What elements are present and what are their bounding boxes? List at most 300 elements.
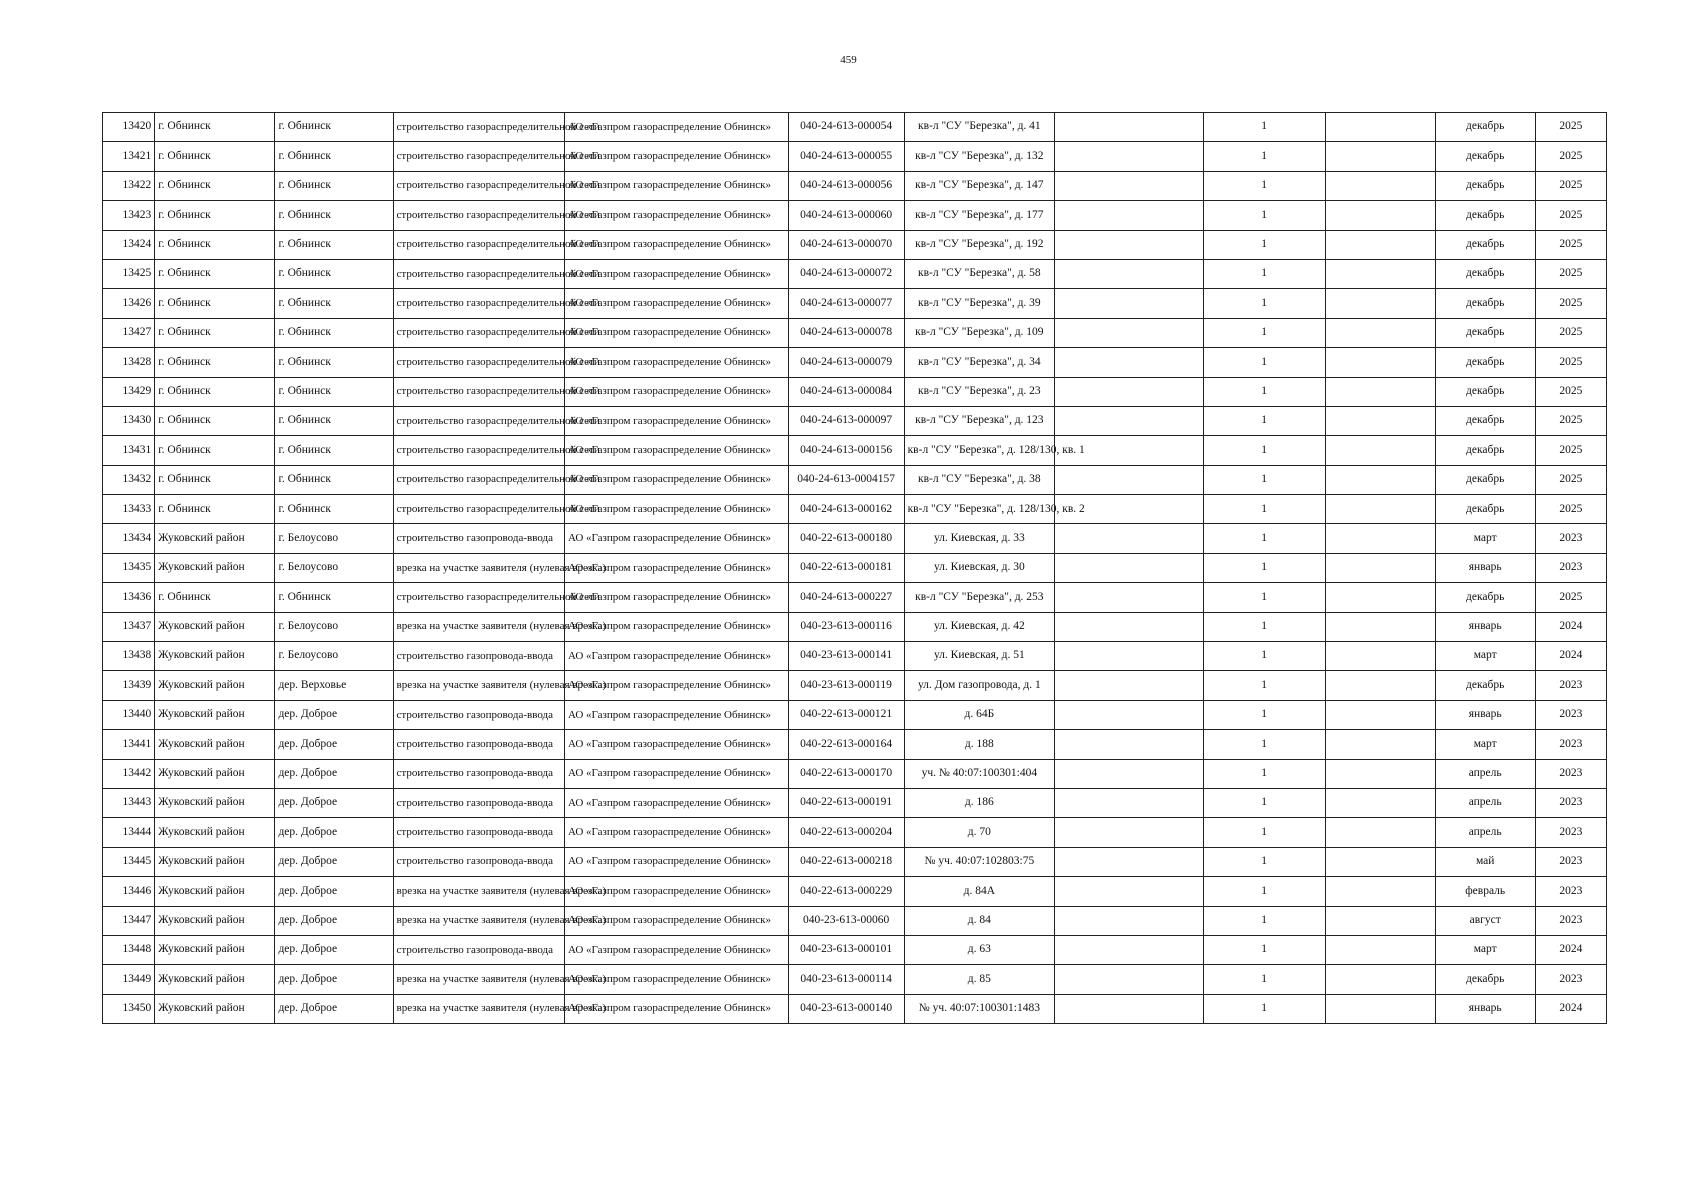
register-body [103, 113, 1607, 1024]
locality-cell: г. Обнинск [275, 348, 393, 377]
address-cell: ул. Киевская, д. 51 [904, 642, 1055, 671]
month-cell: декабрь [1435, 965, 1535, 994]
month-cell: январь [1435, 553, 1535, 582]
row-number: 13434 [103, 524, 155, 553]
empty-cell [1055, 406, 1203, 435]
empty-cell [1055, 583, 1203, 612]
empty-cell [1325, 142, 1435, 171]
row-number: 13437 [103, 612, 155, 641]
count-cell: 1 [1203, 171, 1325, 200]
organization-cell: АО «Газпром газораспределение Обнинск» [564, 759, 788, 788]
organization-cell: АО «Газпром газораспределение Обнинск» [564, 935, 788, 964]
month-cell: декабрь [1435, 583, 1535, 612]
district-cell: г. Обнинск [155, 259, 275, 288]
district-cell: г. Обнинск [155, 348, 275, 377]
empty-cell [1325, 730, 1435, 759]
year-cell: 2025 [1535, 465, 1606, 494]
district-cell: г. Обнинск [155, 289, 275, 318]
district-cell: г. Обнинск [155, 318, 275, 347]
row-number: 13440 [103, 700, 155, 729]
application-code-cell: 040-24-613-000060 [788, 201, 904, 230]
empty-cell [1055, 259, 1203, 288]
empty-cell [1325, 612, 1435, 641]
district-cell: Жуковский район [155, 877, 275, 906]
row-number: 13443 [103, 788, 155, 817]
count-cell: 1 [1203, 965, 1325, 994]
empty-cell [1325, 671, 1435, 700]
work-type-cell: строительство газораспределительной сети [393, 465, 564, 494]
count-cell: 1 [1203, 759, 1325, 788]
empty-cell [1325, 994, 1435, 1023]
locality-cell: г. Белоусово [275, 524, 393, 553]
empty-cell [1055, 818, 1203, 847]
address-cell: уч. № 40:07:100301:404 [904, 759, 1055, 788]
row-number: 13436 [103, 583, 155, 612]
locality-cell: дер. Доброе [275, 935, 393, 964]
month-cell: январь [1435, 700, 1535, 729]
row-number: 13431 [103, 436, 155, 465]
address-cell: № уч. 40:07:100301:1483 [904, 994, 1055, 1023]
address-cell: кв-л "СУ "Березка", д. 38 [904, 465, 1055, 494]
row-number: 13433 [103, 495, 155, 524]
locality-cell: г. Обнинск [275, 583, 393, 612]
work-type-cell: врезка на участке заявителя (нулевая врезка) [393, 553, 564, 582]
empty-cell [1055, 965, 1203, 994]
address-cell: д. 188 [904, 730, 1055, 759]
count-cell: 1 [1203, 730, 1325, 759]
district-cell: Жуковский район [155, 965, 275, 994]
address-cell: ул. Дом газопровода, д. 1 [904, 671, 1055, 700]
count-cell: 1 [1203, 524, 1325, 553]
empty-cell [1055, 935, 1203, 964]
locality-cell: дер. Доброе [275, 994, 393, 1023]
empty-cell [1325, 642, 1435, 671]
month-cell: март [1435, 642, 1535, 671]
locality-cell: г. Белоусово [275, 642, 393, 671]
application-code-cell: 040-24-613-0004157 [788, 465, 904, 494]
application-code-cell: 040-24-613-000084 [788, 377, 904, 406]
district-cell: г. Обнинск [155, 465, 275, 494]
table-row [103, 847, 1607, 876]
address-cell: ул. Киевская, д. 42 [904, 612, 1055, 641]
month-cell: декабрь [1435, 377, 1535, 406]
address-cell: кв-л "СУ "Березка", д. 177 [904, 201, 1055, 230]
empty-cell [1325, 965, 1435, 994]
table-row [103, 230, 1607, 259]
locality-cell: г. Белоусово [275, 553, 393, 582]
count-cell: 1 [1203, 877, 1325, 906]
address-cell: д. 85 [904, 965, 1055, 994]
month-cell: декабрь [1435, 142, 1535, 171]
empty-cell [1325, 465, 1435, 494]
work-type-cell: врезка на участке заявителя (нулевая врезка) [393, 906, 564, 935]
count-cell: 1 [1203, 495, 1325, 524]
empty-cell [1325, 877, 1435, 906]
row-number: 13441 [103, 730, 155, 759]
year-cell: 2023 [1535, 906, 1606, 935]
year-cell: 2023 [1535, 877, 1606, 906]
empty-cell [1325, 436, 1435, 465]
organization-cell: АО «Газпром газораспределение Обнинск» [564, 583, 788, 612]
work-type-cell: строительство газораспределительной сети [393, 259, 564, 288]
work-type-cell: строительство газопровода-ввода [393, 788, 564, 817]
row-number: 13420 [103, 113, 155, 142]
year-cell: 2025 [1535, 495, 1606, 524]
application-code-cell: 040-22-613-000180 [788, 524, 904, 553]
locality-cell: г. Обнинск [275, 201, 393, 230]
count-cell: 1 [1203, 142, 1325, 171]
district-cell: Жуковский район [155, 759, 275, 788]
work-type-cell: строительство газораспределительной сети [393, 289, 564, 318]
year-cell: 2023 [1535, 818, 1606, 847]
work-type-cell: строительство газопровода-ввода [393, 524, 564, 553]
year-cell: 2024 [1535, 994, 1606, 1023]
work-type-cell: строительство газораспределительной сети [393, 113, 564, 142]
empty-cell [1325, 201, 1435, 230]
row-number: 13445 [103, 847, 155, 876]
work-type-cell: врезка на участке заявителя (нулевая врезка) [393, 994, 564, 1023]
locality-cell: дер. Доброе [275, 759, 393, 788]
empty-cell [1055, 113, 1203, 142]
empty-cell [1325, 406, 1435, 435]
year-cell: 2023 [1535, 730, 1606, 759]
count-cell: 1 [1203, 289, 1325, 318]
address-cell: кв-л "СУ "Березка", д. 58 [904, 259, 1055, 288]
work-type-cell: врезка на участке заявителя (нулевая врезка) [393, 612, 564, 641]
organization-cell: АО «Газпром газораспределение Обнинск» [564, 289, 788, 318]
work-type-cell: врезка на участке заявителя (нулевая врезка) [393, 877, 564, 906]
row-number: 13448 [103, 935, 155, 964]
locality-cell: г. Обнинск [275, 289, 393, 318]
organization-cell: АО «Газпром газораспределение Обнинск» [564, 906, 788, 935]
application-code-cell: 040-24-613-000162 [788, 495, 904, 524]
count-cell: 1 [1203, 994, 1325, 1023]
table-row [103, 994, 1607, 1023]
month-cell: декабрь [1435, 465, 1535, 494]
row-number: 13426 [103, 289, 155, 318]
address-cell: № уч. 40:07:102803:75 [904, 847, 1055, 876]
empty-cell [1325, 171, 1435, 200]
organization-cell: АО «Газпром газораспределение Обнинск» [564, 818, 788, 847]
row-number: 13446 [103, 877, 155, 906]
empty-cell [1325, 818, 1435, 847]
row-number: 13425 [103, 259, 155, 288]
row-number: 13423 [103, 201, 155, 230]
organization-cell: АО «Газпром газораспределение Обнинск» [564, 700, 788, 729]
empty-cell [1325, 906, 1435, 935]
count-cell: 1 [1203, 201, 1325, 230]
month-cell: декабрь [1435, 230, 1535, 259]
district-cell: г. Обнинск [155, 171, 275, 200]
address-cell: ул. Киевская, д. 33 [904, 524, 1055, 553]
application-code-cell: 040-22-613-000181 [788, 553, 904, 582]
application-code-cell: 040-24-613-000156 [788, 436, 904, 465]
address-cell: кв-л "СУ "Березка", д. 128/130, кв. 1 [904, 436, 1055, 465]
address-cell: д. 63 [904, 935, 1055, 964]
application-code-cell: 040-23-613-000140 [788, 994, 904, 1023]
empty-cell [1055, 289, 1203, 318]
count-cell: 1 [1203, 406, 1325, 435]
application-code-cell: 040-22-613-000170 [788, 759, 904, 788]
empty-cell [1325, 348, 1435, 377]
row-number: 13424 [103, 230, 155, 259]
count-cell: 1 [1203, 230, 1325, 259]
locality-cell: дер. Доброе [275, 906, 393, 935]
organization-cell: АО «Газпром газораспределение Обнинск» [564, 436, 788, 465]
work-type-cell: строительство газопровода-ввода [393, 847, 564, 876]
month-cell: март [1435, 935, 1535, 964]
year-cell: 2023 [1535, 553, 1606, 582]
month-cell: декабрь [1435, 201, 1535, 230]
month-cell: апрель [1435, 788, 1535, 817]
application-code-cell: 040-23-613-000101 [788, 935, 904, 964]
application-code-cell: 040-24-613-000227 [788, 583, 904, 612]
application-code-cell: 040-24-613-000097 [788, 406, 904, 435]
empty-cell [1055, 318, 1203, 347]
year-cell: 2023 [1535, 700, 1606, 729]
locality-cell: г. Обнинск [275, 259, 393, 288]
district-cell: г. Обнинск [155, 406, 275, 435]
table-row [103, 348, 1607, 377]
year-cell: 2025 [1535, 259, 1606, 288]
count-cell: 1 [1203, 113, 1325, 142]
month-cell: декабрь [1435, 495, 1535, 524]
district-cell: Жуковский район [155, 700, 275, 729]
empty-cell [1055, 847, 1203, 876]
district-cell: г. Обнинск [155, 436, 275, 465]
locality-cell: дер. Доброе [275, 847, 393, 876]
organization-cell: АО «Газпром газораспределение Обнинск» [564, 788, 788, 817]
empty-cell [1055, 877, 1203, 906]
empty-cell [1325, 788, 1435, 817]
empty-cell [1055, 142, 1203, 171]
empty-cell [1325, 259, 1435, 288]
organization-cell: АО «Газпром газораспределение Обнинск» [564, 524, 788, 553]
month-cell: декабрь [1435, 259, 1535, 288]
year-cell: 2024 [1535, 935, 1606, 964]
locality-cell: г. Обнинск [275, 465, 393, 494]
application-code-cell: 040-23-613-000114 [788, 965, 904, 994]
district-cell: г. Обнинск [155, 201, 275, 230]
table-row [103, 642, 1607, 671]
application-code-cell: 040-22-613-000191 [788, 788, 904, 817]
page-number: 459 [840, 54, 857, 66]
table-row [103, 759, 1607, 788]
year-cell: 2023 [1535, 788, 1606, 817]
organization-cell: АО «Газпром газораспределение Обнинск» [564, 406, 788, 435]
empty-cell [1325, 495, 1435, 524]
application-code-cell: 040-24-613-000070 [788, 230, 904, 259]
empty-cell [1325, 759, 1435, 788]
empty-cell [1325, 113, 1435, 142]
count-cell: 1 [1203, 465, 1325, 494]
month-cell: март [1435, 730, 1535, 759]
district-cell: Жуковский район [155, 788, 275, 817]
month-cell: декабрь [1435, 289, 1535, 318]
organization-cell: АО «Газпром газораспределение Обнинск» [564, 553, 788, 582]
empty-cell [1055, 348, 1203, 377]
empty-cell [1325, 553, 1435, 582]
locality-cell: г. Обнинск [275, 318, 393, 347]
month-cell: декабрь [1435, 671, 1535, 700]
work-type-cell: строительство газораспределительной сети [393, 171, 564, 200]
address-cell: д. 70 [904, 818, 1055, 847]
month-cell: май [1435, 847, 1535, 876]
month-cell: декабрь [1435, 436, 1535, 465]
application-code-cell: 040-24-613-000056 [788, 171, 904, 200]
row-number: 13429 [103, 377, 155, 406]
empty-cell [1325, 700, 1435, 729]
month-cell: декабрь [1435, 406, 1535, 435]
row-number: 13428 [103, 348, 155, 377]
organization-cell: АО «Газпром газораспределение Обнинск» [564, 642, 788, 671]
organization-cell: АО «Газпром газораспределение Обнинск» [564, 671, 788, 700]
work-type-cell: строительство газораспределительной сети [393, 495, 564, 524]
empty-cell [1055, 788, 1203, 817]
district-cell: г. Обнинск [155, 113, 275, 142]
district-cell: Жуковский район [155, 553, 275, 582]
count-cell: 1 [1203, 583, 1325, 612]
count-cell: 1 [1203, 436, 1325, 465]
empty-cell [1325, 524, 1435, 553]
empty-cell [1055, 524, 1203, 553]
empty-cell [1055, 906, 1203, 935]
organization-cell: АО «Газпром газораспределение Обнинск» [564, 259, 788, 288]
work-type-cell: строительство газораспределительной сети [393, 318, 564, 347]
month-cell: апрель [1435, 818, 1535, 847]
table-row [103, 259, 1607, 288]
work-type-cell: строительство газораспределительной сети [393, 406, 564, 435]
table-row [103, 142, 1607, 171]
district-cell: г. Обнинск [155, 377, 275, 406]
count-cell: 1 [1203, 259, 1325, 288]
row-number: 13447 [103, 906, 155, 935]
year-cell: 2025 [1535, 406, 1606, 435]
row-number: 13450 [103, 994, 155, 1023]
row-number: 13439 [103, 671, 155, 700]
table-row [103, 906, 1607, 935]
empty-cell [1055, 671, 1203, 700]
district-cell: Жуковский район [155, 818, 275, 847]
district-cell: г. Обнинск [155, 142, 275, 171]
year-cell: 2025 [1535, 377, 1606, 406]
application-code-cell: 040-23-613-00060 [788, 906, 904, 935]
work-type-cell: строительство газопровода-ввода [393, 818, 564, 847]
address-cell: д. 186 [904, 788, 1055, 817]
work-type-cell: строительство газораспределительной сети [393, 583, 564, 612]
application-code-cell: 040-23-613-000141 [788, 642, 904, 671]
locality-cell: г. Обнинск [275, 113, 393, 142]
empty-cell [1055, 759, 1203, 788]
locality-cell: дер. Доброе [275, 877, 393, 906]
year-cell: 2025 [1535, 436, 1606, 465]
row-number: 13421 [103, 142, 155, 171]
empty-cell [1055, 700, 1203, 729]
address-cell: д. 84А [904, 877, 1055, 906]
table-row [103, 700, 1607, 729]
work-type-cell: строительство газораспределительной сети [393, 436, 564, 465]
table-row [103, 201, 1607, 230]
table-row [103, 406, 1607, 435]
work-type-cell: строительство газопровода-ввода [393, 935, 564, 964]
table-row [103, 318, 1607, 347]
locality-cell: дер. Доброе [275, 818, 393, 847]
district-cell: Жуковский район [155, 906, 275, 935]
district-cell: Жуковский район [155, 612, 275, 641]
table-row [103, 935, 1607, 964]
year-cell: 2025 [1535, 318, 1606, 347]
application-code-cell: 040-23-613-000119 [788, 671, 904, 700]
empty-cell [1055, 612, 1203, 641]
table-row [103, 377, 1607, 406]
application-code-cell: 040-24-613-000055 [788, 142, 904, 171]
application-code-cell: 040-24-613-000078 [788, 318, 904, 347]
organization-cell: АО «Газпром газораспределение Обнинск» [564, 230, 788, 259]
address-cell: кв-л "СУ "Березка", д. 34 [904, 348, 1055, 377]
work-type-cell: строительство газопровода-ввода [393, 759, 564, 788]
row-number: 13442 [103, 759, 155, 788]
year-cell: 2023 [1535, 965, 1606, 994]
empty-cell [1055, 994, 1203, 1023]
district-cell: Жуковский район [155, 671, 275, 700]
application-code-cell: 040-22-613-000229 [788, 877, 904, 906]
organization-cell: АО «Газпром газораспределение Обнинск» [564, 965, 788, 994]
count-cell: 1 [1203, 700, 1325, 729]
empty-cell [1325, 935, 1435, 964]
district-cell: Жуковский район [155, 524, 275, 553]
organization-cell: АО «Газпром газораспределение Обнинск» [564, 847, 788, 876]
address-cell: кв-л "СУ "Березка", д. 41 [904, 113, 1055, 142]
table-row [103, 465, 1607, 494]
application-code-cell: 040-24-613-000079 [788, 348, 904, 377]
table-row [103, 877, 1607, 906]
register-table [102, 112, 1607, 1024]
empty-cell [1055, 377, 1203, 406]
address-cell: кв-л "СУ "Березка", д. 192 [904, 230, 1055, 259]
address-cell: кв-л "СУ "Березка", д. 39 [904, 289, 1055, 318]
year-cell: 2023 [1535, 847, 1606, 876]
address-cell: д. 64Б [904, 700, 1055, 729]
locality-cell: дер. Доброе [275, 730, 393, 759]
work-type-cell: врезка на участке заявителя (нулевая врезка) [393, 965, 564, 994]
row-number: 13435 [103, 553, 155, 582]
table-row [103, 612, 1607, 641]
empty-cell [1055, 553, 1203, 582]
address-cell: ул. Киевская, д. 30 [904, 553, 1055, 582]
year-cell: 2025 [1535, 201, 1606, 230]
year-cell: 2025 [1535, 289, 1606, 318]
address-cell: кв-л "СУ "Березка", д. 23 [904, 377, 1055, 406]
district-cell: Жуковский район [155, 642, 275, 671]
empty-cell [1325, 847, 1435, 876]
month-cell: апрель [1435, 759, 1535, 788]
month-cell: январь [1435, 994, 1535, 1023]
row-number: 13432 [103, 465, 155, 494]
empty-cell [1055, 730, 1203, 759]
count-cell: 1 [1203, 935, 1325, 964]
year-cell: 2025 [1535, 230, 1606, 259]
table-row [103, 583, 1607, 612]
table-row [103, 965, 1607, 994]
count-cell: 1 [1203, 906, 1325, 935]
year-cell: 2025 [1535, 348, 1606, 377]
empty-cell [1325, 230, 1435, 259]
district-cell: Жуковский район [155, 730, 275, 759]
locality-cell: дер. Доброе [275, 788, 393, 817]
work-type-cell: строительство газопровода-ввода [393, 642, 564, 671]
address-cell: кв-л "СУ "Березка", д. 132 [904, 142, 1055, 171]
organization-cell: АО «Газпром газораспределение Обнинск» [564, 113, 788, 142]
